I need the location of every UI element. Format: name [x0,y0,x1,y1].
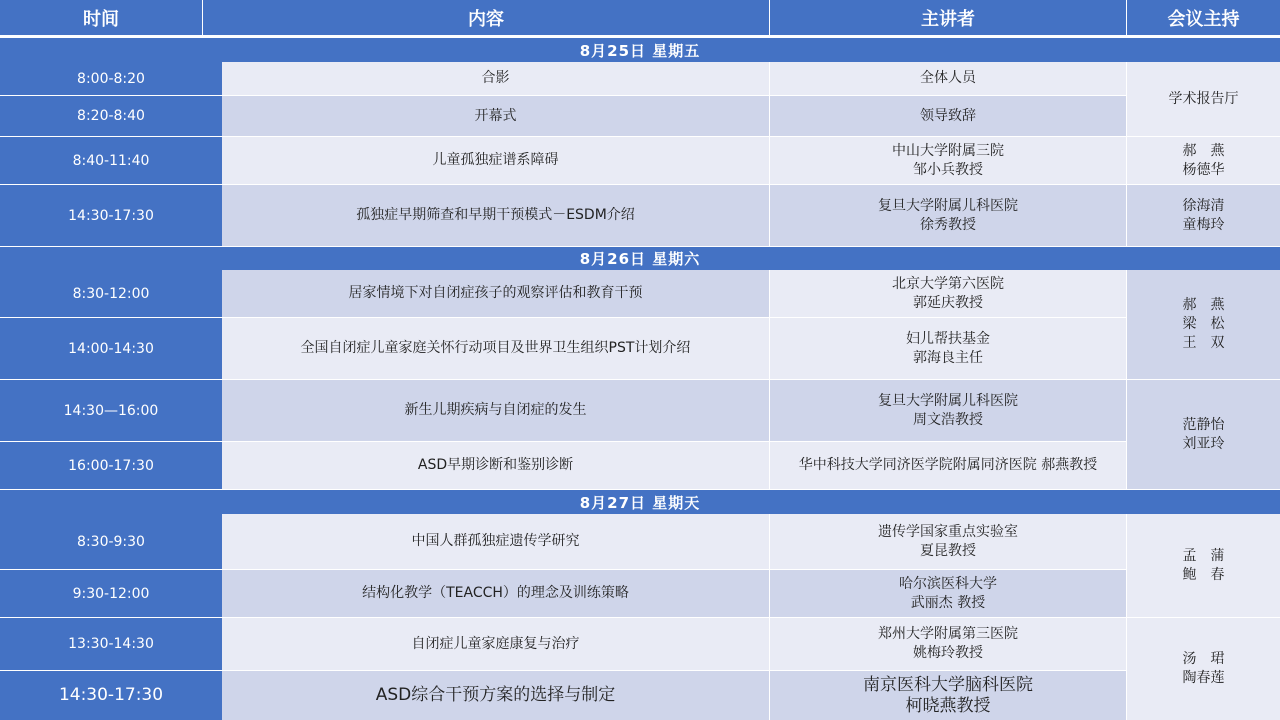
session-topic: 居家情境下对自闭症孩子的观察评估和教育干预 [222,270,770,318]
session-host: 学术报告厅 [1127,62,1280,137]
session-host: 郝 燕 梁 松 王 双 [1127,270,1280,380]
session-topic: 开幕式 [222,96,770,137]
session-time: 16:00-17:30 [0,442,222,490]
session-host: 徐海清 童梅玲 [1127,185,1280,247]
session-speaker: 哈尔滨医科大学 武丽杰 教授 [770,570,1127,618]
session-topic: 结构化教学（TEACCH）的理念及训练策略 [222,570,770,618]
session-speaker: 复旦大学附属儿科医院 徐秀教授 [770,185,1127,247]
session-speaker: 中山大学附属三院 邹小兵教授 [770,137,1127,185]
session-speaker: 妇儿帮扶基金 郭海良主任 [770,318,1127,380]
session-time: 14:30-17:30 [0,185,222,247]
header-time: 时间 [0,0,203,35]
session-time: 13:30-14:30 [0,618,222,671]
header-speaker: 主讲者 [770,0,1127,35]
session-speaker: 领导致辞 [770,96,1127,137]
header-host: 会议主持 [1127,0,1280,35]
session-speaker: 华中科技大学同济医学院附属同济医院 郝燕教授 [770,442,1127,490]
session-topic: 全国自闭症儿童家庭关怀行动项目及世界卫生组织PST计划介绍 [222,318,770,380]
session-topic: 合影 [222,62,770,96]
session-speaker: 郑州大学附属第三医院 姚梅玲教授 [770,618,1127,671]
session-topic: 新生儿期疾病与自闭症的发生 [222,380,770,442]
session-speaker: 南京医科大学脑科医院 柯晓燕教授 [770,671,1127,720]
session-time: 8:20-8:40 [0,96,222,137]
session-topic: ASD综合干预方案的选择与制定 [222,671,770,720]
session-host: 孟 蒲 鲍 春 [1127,514,1280,618]
day-heading: 8月26日 星期六 [0,247,1280,270]
session-topic: 中国人群孤独症遗传学研究 [222,514,770,570]
session-time: 14:30—16:00 [0,380,222,442]
day-heading: 8月27日 星期天 [0,490,1280,514]
session-topic: 儿童孤独症谱系障碍 [222,137,770,185]
session-time: 8:30-9:30 [0,514,222,570]
session-topic: 自闭症儿童家庭康复与治疗 [222,618,770,671]
session-host: 郝 燕 杨德华 [1127,137,1280,185]
session-speaker: 全体人员 [770,62,1127,96]
session-host: 汤 珺 陶春莲 [1127,618,1280,720]
session-time: 14:00-14:30 [0,318,222,380]
session-time: 9:30-12:00 [0,570,222,618]
session-speaker: 复旦大学附属儿科医院 周文浩教授 [770,380,1127,442]
session-host: 范静怡 刘亚玲 [1127,380,1280,490]
session-speaker: 遗传学国家重点实验室 夏昆教授 [770,514,1127,570]
session-speaker: 北京大学第六医院 郭延庆教授 [770,270,1127,318]
session-time: 14:30-17:30 [0,671,222,720]
day-heading: 8月25日 星期五 [0,38,1280,62]
session-time: 8:00-8:20 [0,62,222,96]
session-topic: 孤独症早期筛查和早期干预模式－ESDM介绍 [222,185,770,247]
session-time: 8:30-12:00 [0,270,222,318]
header-content: 内容 [203,0,770,35]
session-topic: ASD早期诊断和鉴别诊断 [222,442,770,490]
session-time: 8:40-11:40 [0,137,222,185]
